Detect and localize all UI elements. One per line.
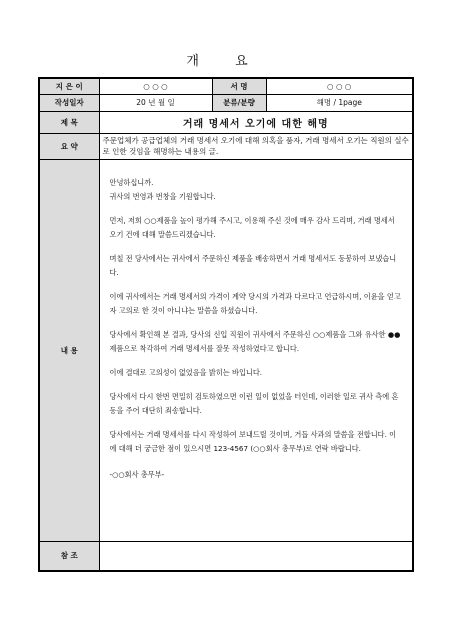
- content-paragraph-shipment: 며칠 전 당사에서는 귀사에서 주문하신 제품을 배송하면서 거래 명세서도 동봉하여 보냈습니다.: [109, 253, 397, 277]
- content-paragraph-complaint: 이에 귀사에서는 거래 명세서의 가격이 계약 당시의 가격과 다르다고 언급하시며, 이윤을 얻고자 고의로 한 것이 아니냐는 말씀을 하셨습니다.: [109, 291, 401, 315]
- book-title-label: 서 명: [212, 78, 266, 94]
- row-date: [39, 94, 413, 111]
- document-title: 개 요: [186, 54, 264, 69]
- classification-value: 해명 / 1page: [266, 94, 413, 111]
- row-reference: [39, 541, 413, 571]
- row-subject: [39, 111, 413, 133]
- content-signature: -○○회사 총무부-: [109, 469, 165, 479]
- row-content: [39, 159, 413, 541]
- subject-label: 제 목: [39, 111, 99, 133]
- summary-form: [38, 77, 414, 572]
- reference-label: 참 조: [39, 541, 99, 571]
- subject-value: 거래 명세서 오기에 대한 해명: [182, 118, 329, 130]
- content-paragraph-no-intent: 이에 결대로 고의성이 없었음을 밝히는 바입니다.: [109, 367, 263, 377]
- content-paragraph-thanks: 먼저, 저희 ○○제품을 높이 평가해 주시고, 이용해 주신 것에 매우 감사 드리며, 거래 명세서 오기 건에 대해 말씀드리겠습니다.: [109, 215, 395, 239]
- row-summary: [39, 133, 413, 159]
- author-label: 지 은 이: [39, 78, 99, 94]
- date-label: 작성일자: [39, 94, 99, 111]
- classification-label: 분류/분량: [212, 94, 266, 111]
- content-paragraph-greeting: 안녕하십니까. 귀사의 번영과 번창을 기원합니다.: [109, 177, 216, 201]
- book-title-value: ○ ○ ○: [266, 78, 413, 94]
- author-value: ○ ○ ○: [99, 78, 212, 94]
- date-value: 20 년 월 일: [99, 94, 212, 111]
- content-paragraph-apology: 당사에서 다시 한번 면밀히 검토하였으면 이런 일이 없었을 터인데, 이러한 일로 귀사 측에 혼동을 주어 대단히 죄송합니다.: [109, 391, 399, 415]
- content-label: 내 용: [39, 159, 99, 541]
- content-paragraph-contact: 당사에서는 거래 명세서를 다시 작성하여 보내드릴 것이며, 거듭 사과의 말씀을 전합니다. 이에 대해 더 궁금한 점이 있으시면 123-4567 (○○회사 총무부)로 연락 바랍니다.: [109, 429, 397, 453]
- summary-value: 주문업체가 공급업체의 거래 명세서 오기에 대해 의혹을 품자, 거래 명세서 오기는 직원의 실수로 인한 것임을 해명하는 내용의 글.: [99, 133, 413, 159]
- row-author: [39, 78, 413, 94]
- reference-value: [99, 541, 413, 571]
- content-paragraph-cause: 당사에서 확인해 본 결과, 당사의 신입 직원이 귀사에서 주문하신 ○○제품을 그와 유사한 ●●제품으로 착각하여 거래 명세서를 잘못 작성하였다고 합니다.: [109, 329, 401, 353]
- content-body: [99, 159, 413, 541]
- summary-label: 요 약: [39, 133, 99, 159]
